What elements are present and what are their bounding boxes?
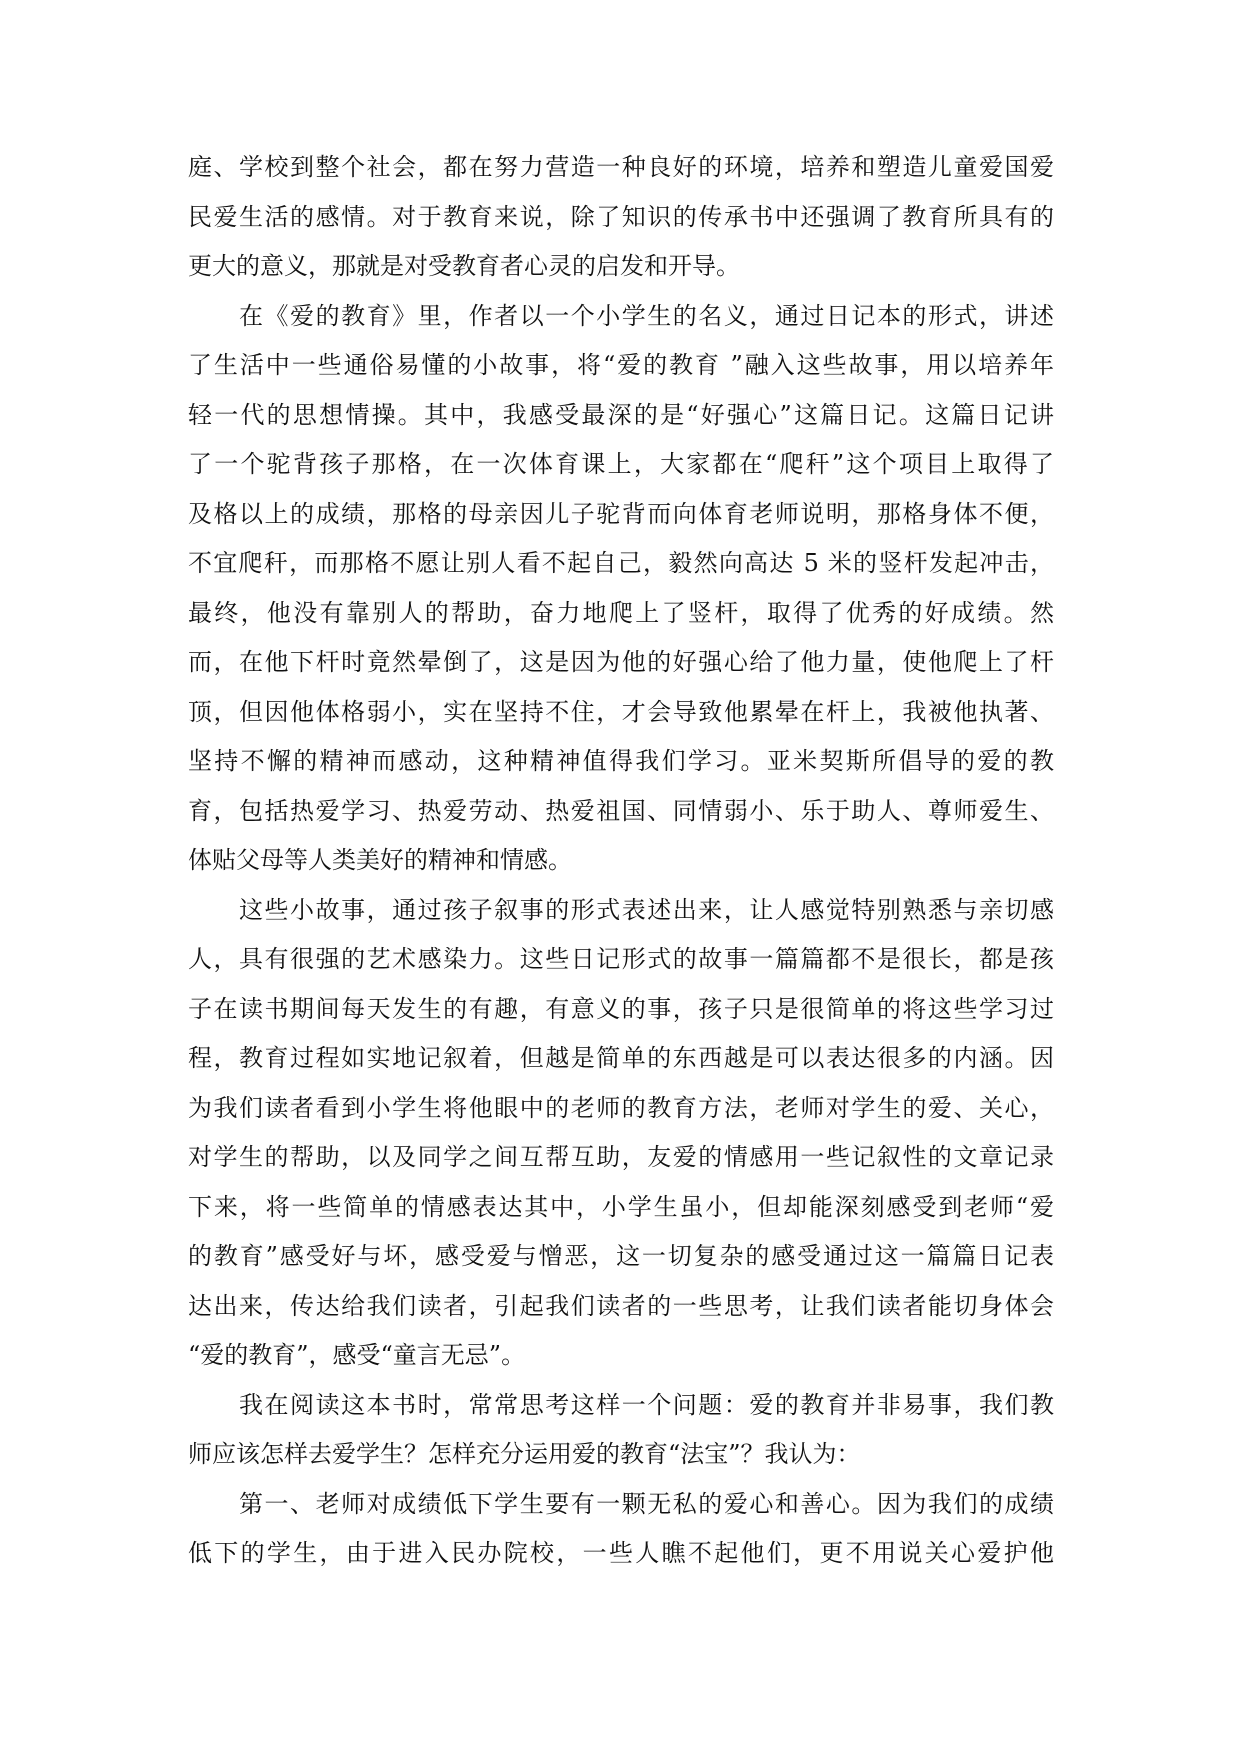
document-body [188,151,1054,1587]
text-line: 子在读书期间每天发生的有趣，有意义的事，孩子只是很简单的将这些学习过 [188,994,1054,1023]
text-line: 而，在他下杆时竟然晕倒了，这是因为他的好强心给了他力量，使他爬上了杆 [188,648,1054,676]
text-line: 这些小故事，通过孩子叙事的形式表述出来，让人感觉特别熟悉与亲切感 [188,895,1054,924]
text-line: 第一、老师对成绩低下学生要有一颗无私的爱心和善心。因为我们的成绩 [188,1489,1054,1518]
text-line: 轻一代的思想情操。其中，我感受最深的是“好强心”这篇日记。这篇日记讲 [188,400,1054,429]
paragraph [188,1389,1054,1488]
text-line: 程，教育过程如实地记叙着，但越是简单的东西越是可以表达很多的内涵。因 [188,1044,1054,1072]
text-line: 更大的意义，那就是对受教育者心灵的启发和开导。 [188,252,740,280]
text-line: 民爱生活的感情。对于教育来说，除了知识的传承书中还强调了教育所具有的 [188,202,1054,231]
text-line: 顶，但因他体格弱小，实在坚持不住，才会导致他累晕在杆上，我被他执著、 [188,697,1054,726]
text-line: 了生活中一些通俗易懂的小故事，将“爱的教育 ”融入这些故事，用以培养年 [188,351,1054,379]
text-line: 我在阅读这本书时，常常思考这样一个问题：爱的教育并非易事，我们教 [188,1390,1054,1419]
paragraph [188,894,1054,1389]
text-line: 为我们读者看到小学生将他眼中的老师的教育方法，老师对学生的爱、关心， [188,1093,1054,1122]
text-line: “爱的教育”，感受“童言无忌”。 [188,1341,526,1369]
text-line: 庭、学校到整个社会，都在努力营造一种良好的环境，培养和塑造儿童爱国爱 [188,153,1054,181]
text-line: 师应该怎样去爱学生？怎样充分运用爱的教育“法宝”？我认为： [188,1440,861,1468]
paragraph [188,1488,1054,1587]
text-line: 人，具有很强的艺术感染力。这些日记形式的故事一篇篇都不是很长，都是孩 [188,945,1054,973]
text-line: 育，包括热爱学习、热爱劳动、热爱祖国、同情弱小、乐于助人、尊师爱生、 [188,796,1054,825]
text-line: 不宜爬秆，而那格不愿让别人看不起自己，毅然向高达 5 米的竖杆发起冲击， [188,549,1054,577]
text-line: 在《爱的教育》里，作者以一个小学生的名义，通过日记本的形式，讲述 [188,301,1054,330]
paragraph [188,300,1054,894]
text-line: 低下的学生，由于进入民办院校，一些人瞧不起他们，更不用说关心爱护他 [188,1539,1054,1567]
text-line: 坚持不懈的精神而感动，这种精神值得我们学习。亚米契斯所倡导的爱的教 [188,747,1054,775]
text-line: 下来，将一些简单的情感表达其中，小学生虽小，但却能深刻感受到老师“爱 [188,1192,1054,1221]
text-line: 了一个驼背孩子那格，在一次体育课上，大家都在“爬秆”这个项目上取得了 [188,450,1054,478]
text-line: 最终，他没有靠别人的帮助，奋力地爬上了竖杆，取得了优秀的好成绩。然 [188,598,1054,627]
text-line: 对学生的帮助，以及同学之间互帮互助，友爱的情感用一些记叙性的文章记录 [188,1143,1054,1171]
text-line: 达出来，传达给我们读者，引起我们读者的一些思考，让我们读者能切身体会 [188,1291,1054,1320]
text-line: 体贴父母等人类美好的精神和情感。 [188,846,572,874]
text-line: 的教育”感受好与坏，感受爱与憎恶，这一切复杂的感受通过这一篇篇日记表 [188,1242,1054,1270]
paragraph [188,151,1054,300]
text-line: 及格以上的成绩，那格的母亲因儿子驼背而向体育老师说明，那格身体不便， [188,499,1054,528]
